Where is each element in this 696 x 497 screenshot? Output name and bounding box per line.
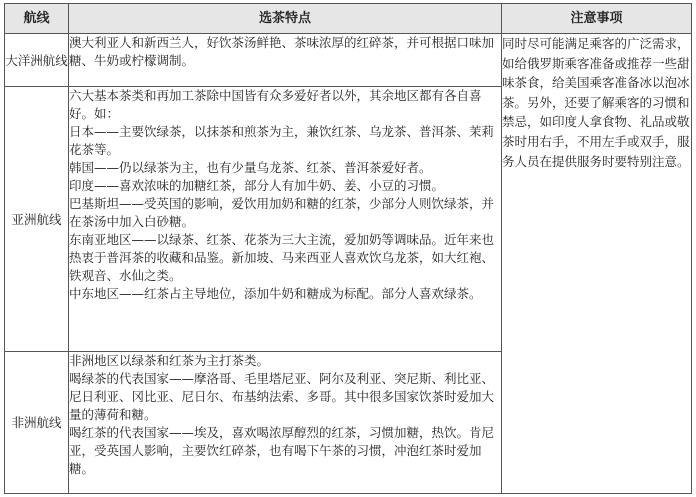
header-route: 航线 (5, 4, 69, 34)
paragraph: 六大基本茶类和再加工茶除中国皆有众多爱好者以外，其余地区都有各自喜好。如： (69, 88, 482, 121)
paragraph: 日本——主要饮绿茶，以抹茶和煎茶为主，兼饮红茶、乌龙茶、普洱茶、茉莉花茶等。 (69, 124, 495, 157)
tea-selection-table (4, 3, 692, 494)
paragraph: 印度——喜欢浓味的加糖红茶，部分人有加牛奶、姜、小豆的习惯。 (69, 178, 445, 193)
paragraph: 中东地区——红茶占主导地位，添加牛奶和糖成为标配。部分人喜欢绿茶。 (69, 286, 482, 301)
paragraph: 喝红茶的代表国家——埃及，喜欢喝浓厚醇烈的红茶，习惯加糖，热饮。肯尼亚，受英国人影响，主要饮红碎茶，也有喝下午茶的习惯，冲泡红茶时爱加糖。 (69, 425, 495, 476)
route-africa: 非洲航线 (5, 352, 69, 494)
header-notes: 注意事项 (502, 4, 692, 34)
notes-cell: 同时尽可能满足乘客的广泛需求，如给俄罗斯乘客准备或推荐一些甜味茶食，给美国乘客准备冰以泡冰茶。另外，还要了解乘客的习惯和禁忌，如印度人拿食物、礼品或敬茶时用右手，不用左手或双手，服务人员在提供服务时要特别注意。 (502, 34, 692, 494)
paragraph: 巴基斯坦——受英国的影响，爱饮用加奶和糖的红茶，少部分人则饮绿茶，并在茶汤中加入白砂糖。 (69, 196, 495, 229)
features-africa (69, 352, 502, 494)
header-features: 选茶特点 (69, 4, 502, 34)
paragraph: 东南亚地区——以绿茶、红茶、花茶为三大主流，爱加奶等调味品。近年来也热衷于普洱茶的收藏和品鉴。新加坡、马来西亚人喜欢饮乌龙茶，如大红袍、铁观音、水仙之类。 (69, 232, 495, 283)
row-oceania (5, 34, 692, 87)
header-row (5, 4, 692, 34)
route-oceania: 大洋洲航线 (5, 34, 69, 87)
paragraph: 非洲地区以绿茶和红茶为主打茶类。 (69, 353, 270, 368)
features-oceania (69, 34, 502, 87)
route-asia: 亚洲航线 (5, 87, 69, 352)
paragraph: 喝绿茶的代表国家——摩洛哥、毛里塔尼亚、阿尔及利亚、突尼斯、利比亚、尼日利亚、冈比亚、尼日尔、布基纳法索、多哥。其中很多国家饮茶时爱加大量的薄荷和糖。 (69, 371, 495, 422)
features-asia (69, 87, 502, 352)
paragraph: 澳大利亚人和新西兰人，好饮茶汤鲜艳、茶味浓厚的红碎茶，并可根据口味加糖、牛奶或柠檬调制。 (69, 35, 495, 68)
paragraph: 韩国——仍以绿茶为主，也有少量乌龙茶、红茶、普洱茶爱好者。 (69, 160, 432, 175)
